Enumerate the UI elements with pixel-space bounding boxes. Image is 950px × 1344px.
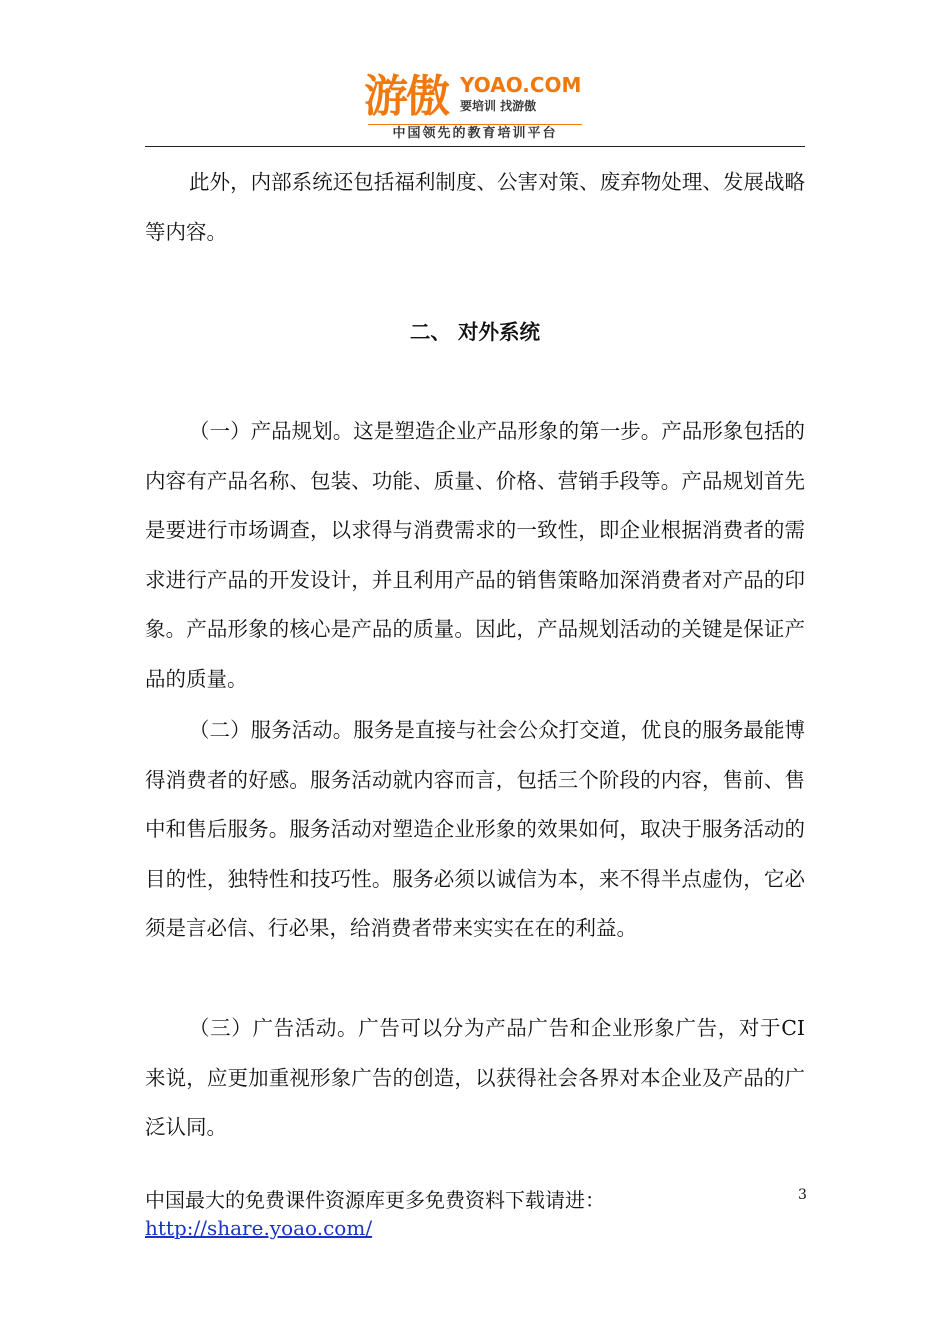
page-number: 3 (798, 1187, 807, 1203)
footer-text: 中国最大的免费课件资源库更多免费资料下载请进： (145, 1188, 605, 1212)
logo-domain: YOAO.COM (460, 73, 582, 97)
paragraph-service-activity: （二）服务活动。服务是直接与社会公众打交道，优良的服务最能博得消费者的好感。服务活动就内容而言，包括三个阶段的内容，售前、售中和售后服务。服务活动对塑造企业形象的效果如何，取决于服务活动的目的性，独特性和技巧性。服务必须以诚信为本，来不得半点虚伪，它必须是言必信、行必果，给消费者带来实实在在的利益。 (145, 718, 805, 941)
footer (145, 1186, 745, 1242)
logo-tagline: 中国领先的教育培训平台 (368, 124, 582, 143)
footer-link[interactable]: http://share.yoao.com/ (145, 1216, 373, 1240)
intro-paragraph: 此外，内部系统还包括福利制度、公害对策、废弃物处理、发展战略等内容。 (145, 170, 805, 244)
logo-brand: 游傲 (364, 71, 448, 122)
header-divider (145, 146, 805, 147)
paragraph-product-planning: （一）产品规划。这是塑造企业产品形象的第一步。产品形象包括的内容有产品名称、包装、功能、质量、价格、营销手段等。产品规划首先是要进行市场调查，以求得与消费需求的一致性，即企业根据消费者的需求进行产品的开发设计，并且利用产品的销售策略加深消费者对产品的印象。产品形象的核心是产品的质量。因此，产品规划活动的关键是保证产品的质量。 (145, 419, 805, 691)
section-heading: 二、 对外系统 (409, 320, 541, 344)
logo-slogan: 要培训 找游傲 (460, 99, 537, 113)
paragraph-advertising-activity: （三）广告活动。广告可以分为产品广告和企业形象广告，对于CI来说，应更加重视形象广告的创造，以获得社会各界对本企业及产品的广泛认同。 (145, 1016, 805, 1140)
yoao-logo (364, 72, 586, 144)
